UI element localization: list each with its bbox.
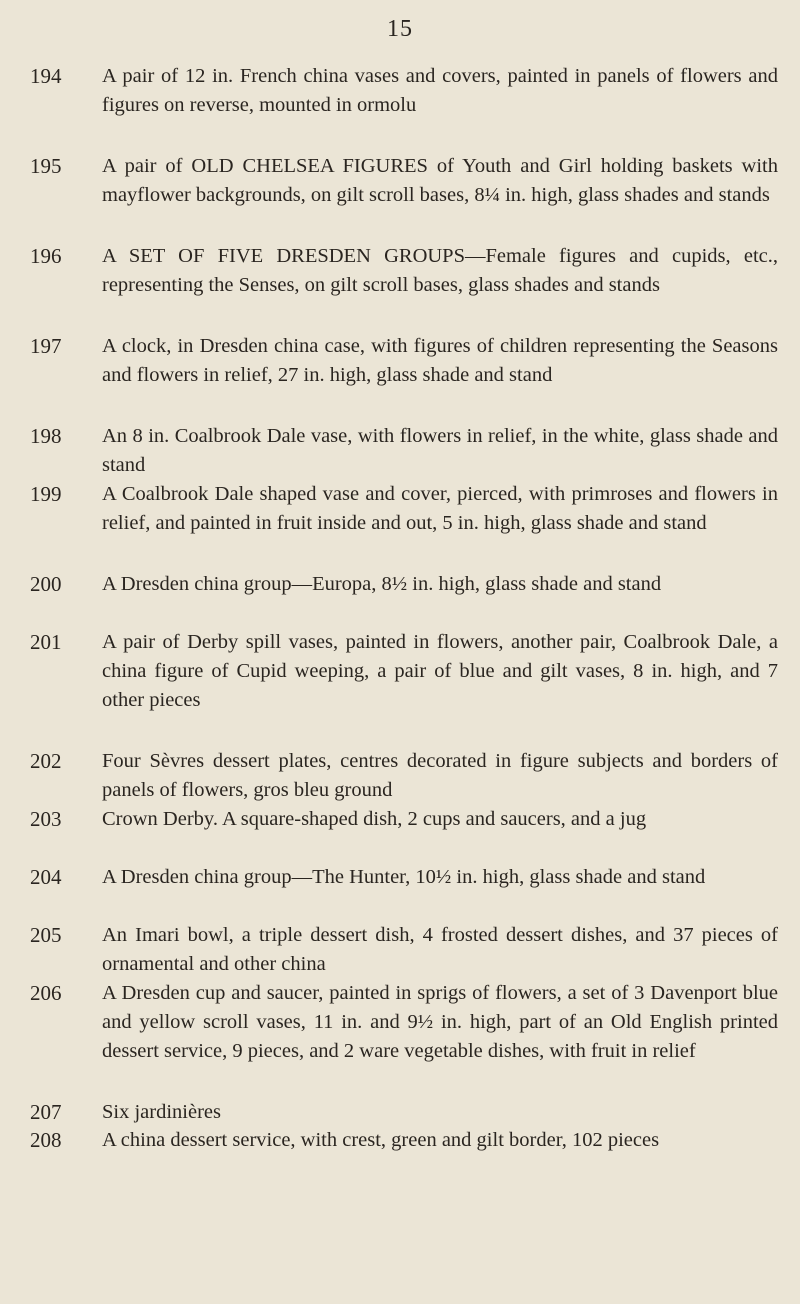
lot-description: A Coalbrook Dale shaped vase and cover, pierced, with primroses and flowers in relief, and painted in fruit inside and out, 5 in. high, glass shade and stand <box>102 483 778 534</box>
lot-description: A china dessert service, with crest, green and gilt border, 102 pieces <box>102 1129 660 1151</box>
lot-entry <box>0 422 800 480</box>
lot-number: 204 <box>30 865 62 889</box>
lot-number: 207 <box>30 1100 62 1124</box>
lot-number: 206 <box>30 981 62 1005</box>
lot-number: 198 <box>30 424 62 448</box>
lot-description: A Dresden cup and saucer, painted in sprigs of flowers, a set of 3 Davenport blue and yellow scroll vases, 11 in. and 9½ in. high, part of an Old English printed dessert service, 9 pieces, and 2 ware vegetable dishes, with fruit in relief <box>102 982 778 1062</box>
lot-entry <box>0 979 800 1098</box>
lot-number: 205 <box>30 923 62 947</box>
lot-description: Six jardinières <box>102 1101 221 1123</box>
lot-entry <box>0 747 800 805</box>
lot-description: A clock, in Dresden china case, with figures of children representing the Seasons and flowers in relief, 27 in. high, glass shade and stand <box>102 335 778 386</box>
lot-entry <box>0 805 800 863</box>
lot-entry <box>0 570 800 628</box>
lot-number: 200 <box>30 572 62 596</box>
lot-description: A Dresden china group—Europa, 8½ in. high, glass shade and stand <box>102 573 662 595</box>
lot-description: Crown Derby. A square-shaped dish, 2 cups and saucers, and a jug <box>102 808 647 830</box>
lot-entry <box>0 1098 800 1126</box>
lot-description: A pair of 12 in. French china vases and covers, painted in panels of flowers and figures on reverse, mounted in ormolu <box>102 65 778 116</box>
lot-number: 199 <box>30 482 62 506</box>
page-number: 15 <box>387 16 413 42</box>
lot-entry <box>0 62 800 152</box>
lot-description: A Dresden china group—The Hunter, 10½ in. high, glass shade and stand <box>102 866 706 888</box>
lot-number: 208 <box>30 1128 62 1152</box>
catalogue-entries <box>0 62 800 1184</box>
lot-entry <box>0 152 800 242</box>
lot-entry <box>0 480 800 570</box>
lot-entry <box>0 863 800 921</box>
lot-entry <box>0 332 800 422</box>
lot-entry <box>0 1126 800 1184</box>
lot-description: A pair of OLD CHELSEA FIGURES of Youth and Girl holding baskets with mayflower backgrounds, on gilt scroll bases, 8¼ in. high, glass shades and stands <box>102 155 778 206</box>
lot-description: An Imari bowl, a triple dessert dish, 4 frosted dessert dishes, and 37 pieces of ornamental and other china <box>102 924 778 975</box>
lot-description: Four Sèvres dessert plates, centres decorated in figure subjects and borders of panels of flowers, gros bleu ground <box>102 750 778 801</box>
lot-number: 195 <box>30 154 62 178</box>
lot-number: 202 <box>30 749 62 773</box>
lot-entry <box>0 921 800 979</box>
lot-entry <box>0 628 800 747</box>
lot-number: 194 <box>30 64 62 88</box>
lot-number: 197 <box>30 334 62 358</box>
lot-description: A SET OF FIVE DRESDEN GROUPS—Female figures and cupids, etc., representing the Senses, on gilt scroll bases, glass shades and stands <box>102 245 778 296</box>
lot-number: 196 <box>30 244 62 268</box>
lot-number: 201 <box>30 630 62 654</box>
lot-description: A pair of Derby spill vases, painted in flowers, another pair, Coalbrook Dale, a china figure of Cupid weeping, a pair of blue and gilt vases, 8 in. high, and 7 other pieces <box>102 631 778 711</box>
lot-entry <box>0 242 800 332</box>
lot-number: 203 <box>30 807 62 831</box>
lot-description: An 8 in. Coalbrook Dale vase, with flowers in relief, in the white, glass shade and stand <box>102 425 778 476</box>
